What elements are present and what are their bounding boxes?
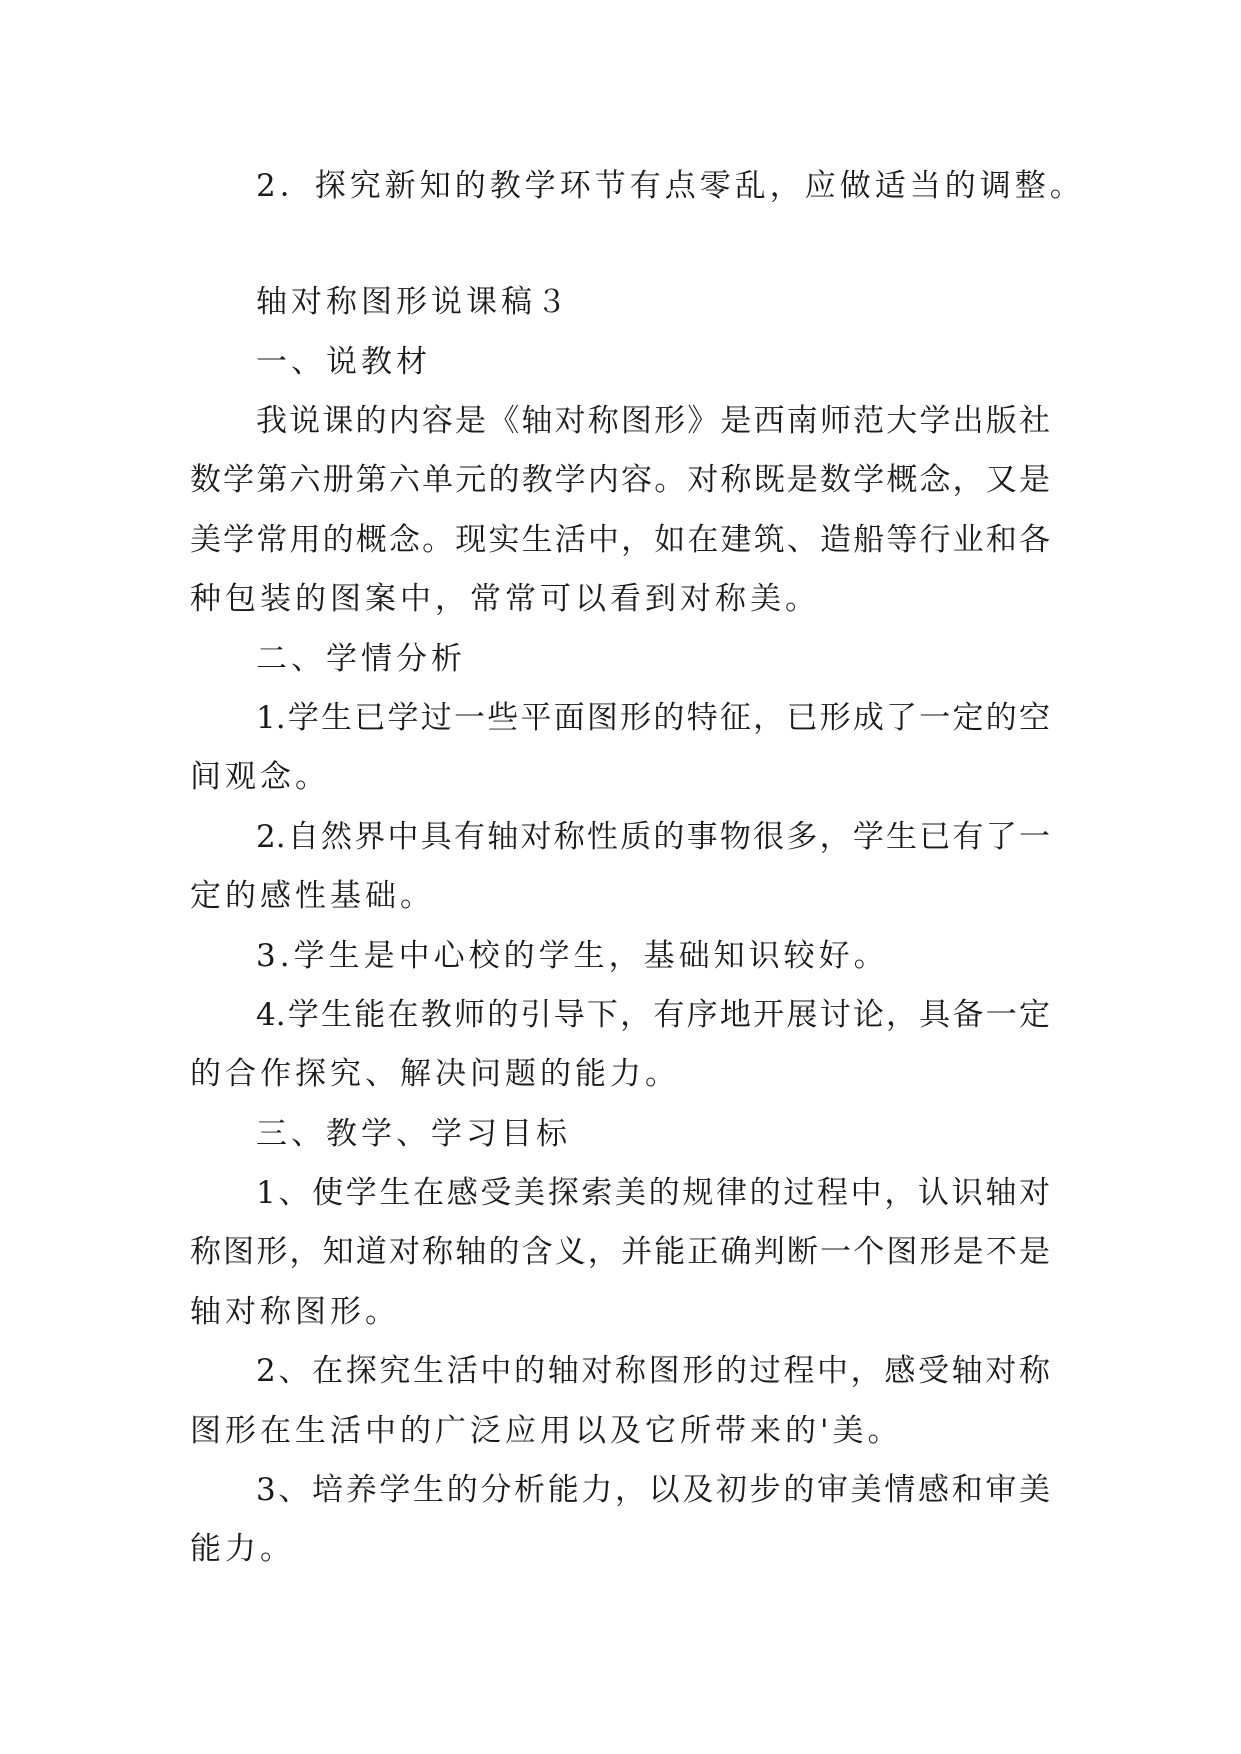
paragraph-line: 美学常用的概念。现实生活中，如在建筑、造船等行业和各	[190, 522, 1050, 558]
list-item-line: 的合作探究、解决问题的能力。	[190, 1056, 680, 1092]
paragraph-line: 数学第六册第六单元的教学内容。对称既是数学概念，又是	[190, 462, 1050, 498]
list-item-line: 称图形，知道对称轴的含义，并能正确判断一个图形是不是	[190, 1234, 1050, 1270]
list-item-line: 3.学生是中心校的学生，基础知识较好。	[256, 938, 889, 974]
section-heading: 二、学情分析	[256, 641, 466, 677]
list-item-line: 间观念。	[190, 759, 330, 795]
list-item-line: 2.自然界中具有轴对称性质的事物很多，学生已有了一	[256, 819, 1050, 855]
list-item-line: 能力。	[190, 1531, 295, 1567]
paragraph-line: 种包装的图案中，常常可以看到对称美。	[190, 581, 820, 617]
list-item-line: 4.学生能在教师的引导下，有序地开展讨论，具备一定	[256, 997, 1050, 1033]
list-item-line: 定的感性基础。	[190, 878, 435, 914]
list-item-line: 1.学生已学过一些平面图形的特征，已形成了一定的空	[256, 700, 1050, 736]
list-item-line: 3、培养学生的分析能力，以及初步的审美情感和审美	[256, 1472, 1050, 1508]
section-heading: 三、教学、学习目标	[256, 1116, 571, 1152]
paragraph-line: 2．探究新知的教学环节有点零乱，应做适当的调整。	[256, 168, 1085, 204]
list-item-line: 2、在探究生活中的轴对称图形的过程中，感受轴对称	[256, 1353, 1050, 1389]
list-item-line: 图形在生活中的广泛应用以及它所带来的'美。	[190, 1413, 903, 1449]
paragraph-line: 我说课的内容是《轴对称图形》是西南师范大学出版社	[256, 403, 1050, 439]
list-item-line: 轴对称图形。	[190, 1294, 400, 1330]
list-item-line: 1、使学生在感受美探索美的规律的过程中，认识轴对	[256, 1175, 1050, 1211]
section-title: 轴对称图形说课稿３	[256, 284, 571, 320]
section-heading: 一、说教材	[256, 344, 431, 380]
